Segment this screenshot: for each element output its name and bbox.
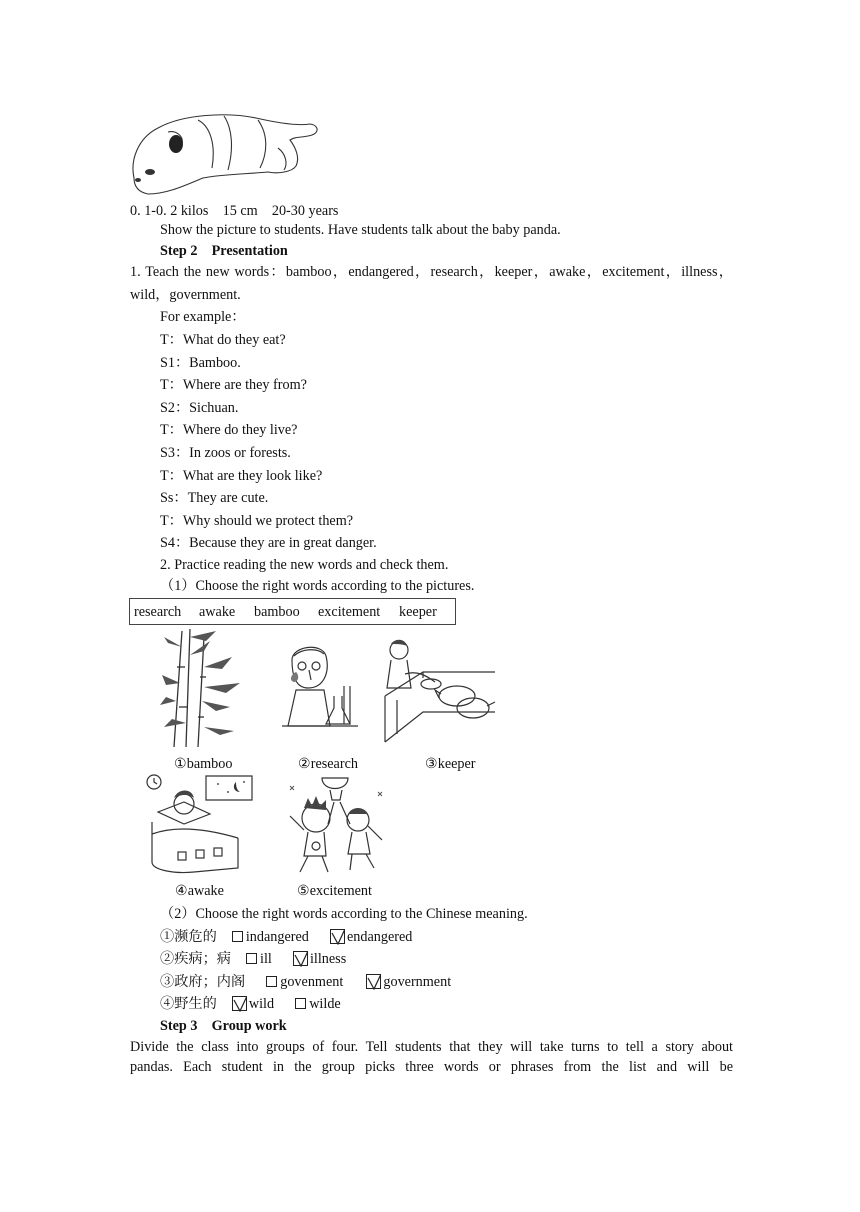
choice-prompt: ②疾病；病 bbox=[160, 951, 231, 967]
choice-option: endangered bbox=[346, 929, 413, 945]
choice-option: govenment bbox=[280, 974, 344, 990]
word-box-item: awake bbox=[199, 604, 236, 620]
baby-panda-illustration bbox=[128, 108, 323, 200]
picture-label: ②research bbox=[298, 756, 358, 772]
dialogue-line: S3：In zoos or forests. bbox=[160, 445, 291, 461]
choice-option: government bbox=[383, 974, 452, 990]
word-box bbox=[129, 598, 456, 625]
keeper-picture bbox=[383, 638, 497, 744]
picture-label: ③keeper bbox=[425, 756, 476, 772]
checkmark-icon bbox=[331, 930, 346, 945]
sub-task-2: （2）Choose the right words according to the Chinese meaning. bbox=[160, 906, 528, 922]
unchecked-box[interactable] bbox=[266, 976, 277, 987]
word-box-item: keeper bbox=[399, 604, 437, 620]
dialogue-line: S1：Bamboo. bbox=[160, 355, 241, 371]
step3-heading: Step 3 Group work bbox=[160, 1018, 287, 1034]
word-box-item: research bbox=[134, 604, 182, 620]
checked-box[interactable] bbox=[330, 929, 345, 944]
unchecked-box[interactable] bbox=[295, 998, 306, 1009]
dialogue-line: S2：Sichuan. bbox=[160, 400, 239, 416]
teach-line-2: wild，government. bbox=[130, 287, 241, 303]
group-line-2: pandas. Each student in the group picks three words or phrases from the list and will be bbox=[130, 1059, 733, 1075]
choice-row bbox=[160, 929, 412, 946]
group-line-1: Divide the class into groups of four. Tell students that they will take turns to tell a story about bbox=[130, 1039, 733, 1055]
choice-option: indangered bbox=[245, 929, 309, 945]
choice-row bbox=[160, 996, 341, 1013]
unchecked-box[interactable] bbox=[246, 953, 257, 964]
dialogue-line: S4：Because they are in great danger. bbox=[160, 535, 377, 551]
intro-text: Show the picture to students. Have students talk about the baby panda. bbox=[160, 222, 561, 238]
choice-prompt: ①濒危的 bbox=[160, 929, 217, 945]
dialogue-line: Ss：They are cute. bbox=[160, 490, 269, 506]
awake-picture bbox=[144, 772, 254, 876]
unchecked-box[interactable] bbox=[232, 931, 243, 942]
sub-task-1: （1）Choose the right words according to the pictures. bbox=[160, 578, 475, 594]
teach-line-1: 1. Teach the new words：bamboo，endangered，research，keeper，awake，excitement，illness， bbox=[130, 264, 733, 280]
panda-caption: 0. 1-0. 2 kilos 15 cm 20-30 years bbox=[130, 203, 339, 219]
choice-row bbox=[160, 974, 451, 991]
checkmark-icon bbox=[294, 952, 309, 967]
choice-option: wild bbox=[248, 996, 275, 1012]
word-box-item: bamboo bbox=[254, 604, 300, 620]
word-box-item: excitement bbox=[318, 604, 381, 620]
step2-heading: Step 2 Presentation bbox=[160, 243, 288, 259]
dialogue-line: T：What do they eat? bbox=[160, 332, 286, 348]
dialogue-line: T：Where do they live? bbox=[160, 422, 298, 438]
dialogue-line: T：Where are they from? bbox=[160, 377, 307, 393]
picture-label: ①bamboo bbox=[174, 756, 233, 772]
choice-row bbox=[160, 951, 346, 968]
dialogue-line: T：Why should we protect them? bbox=[160, 513, 354, 529]
choice-option: wilde bbox=[309, 996, 341, 1012]
choice-option: illness bbox=[309, 951, 347, 967]
for-example: For example： bbox=[160, 309, 246, 325]
picture-label: ④awake bbox=[175, 883, 224, 899]
checked-box[interactable] bbox=[232, 996, 247, 1011]
checked-box[interactable] bbox=[293, 951, 308, 966]
choice-option: ill bbox=[260, 951, 272, 967]
bamboo-picture bbox=[160, 627, 246, 749]
checked-box[interactable] bbox=[366, 974, 381, 989]
checkmark-icon bbox=[367, 975, 382, 990]
practice-line: 2. Practice reading the new words and check them. bbox=[160, 557, 449, 573]
picture-label: ⑤excitement bbox=[297, 883, 372, 899]
checkmark-icon bbox=[233, 997, 248, 1012]
choice-prompt: ③政府；内阁 bbox=[160, 974, 246, 990]
dialogue-line: T：What are they look like? bbox=[160, 468, 323, 484]
excitement-picture bbox=[282, 772, 388, 876]
research-picture bbox=[278, 642, 360, 728]
choice-prompt: ④野生的 bbox=[160, 996, 217, 1012]
